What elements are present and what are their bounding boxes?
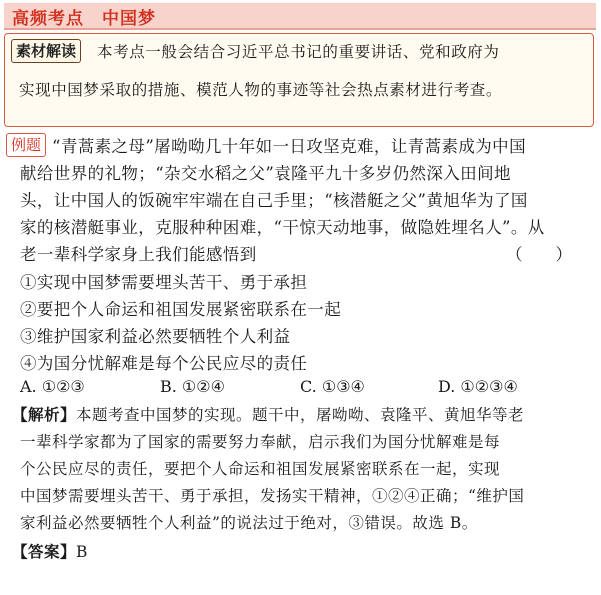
analysis-text-1: 本题考查中国梦的实现。题干中，屠呦呦、袁隆平、黄旭华等老 [76, 406, 525, 424]
analysis-line-1 [12, 403, 524, 425]
stem-line-4: 家的核潜艇事业，克服种种困难，“干惊天动地事，做隐姓埋名人”。从 [20, 218, 545, 237]
section-header [0, 0, 601, 30]
answer-blank: （ ） [506, 245, 572, 264]
header-topic: 中国梦 [102, 9, 156, 29]
choice-d: D. ①②③④ [438, 377, 518, 396]
analysis-line-5: 家利益必然要牺牲个人利益”的说法过于绝对，③错误。故选 B。 [20, 514, 478, 532]
statement-1: ①实现中国梦需要埋头苦干、勇于承担 [20, 273, 308, 292]
answer-line [12, 540, 88, 562]
choice-b: B. ①②④ [160, 377, 225, 396]
analysis-label: 【解析】 [12, 406, 77, 424]
analysis-line-2: 一辈科学家都为了国家的需要努力奉献，启示我们为国分忧解难是每 [20, 433, 501, 451]
header-label: 高频考点 [12, 9, 84, 29]
statement-2: ②要把个人命运和祖国发展紧密联系在一起 [20, 300, 342, 319]
answer-label: 【答案】 [12, 543, 77, 561]
answer-value: B [76, 543, 88, 561]
source-line-2: 实现中国梦采取的措施、模范人物的事迹等社会热点素材进行考查。 [19, 81, 503, 99]
source-line-1: 本考点一般会结合习近平总书记的重要讲话、党和政府为 [97, 43, 500, 61]
stem-line-5: 老一辈科学家身上我们能感悟到 [20, 245, 257, 264]
source-tag: 素材解读 [11, 39, 81, 63]
source-material-box [4, 33, 594, 127]
analysis-line-4: 中国梦需要埋头苦干、勇于承担，发扬实干精神，①②④正确；“维护国 [20, 487, 525, 505]
statement-3: ③维护国家利益必然要牺牲个人利益 [20, 327, 291, 346]
analysis-line-3: 个公民应尽的责任，要把个人命运和祖国发展紧密联系在一起，实现 [20, 460, 501, 478]
header-title [12, 4, 156, 29]
statement-4: ④为国分忧解难是每个公民应尽的责任 [20, 354, 308, 373]
stem-line-1: “青蒿素之母”屠呦呦几十年如一日攻坚克难，让青蒿素成为中国 [52, 137, 526, 156]
choice-c: C. ①③④ [300, 377, 365, 396]
choice-a: A. ①②③ [20, 377, 85, 396]
stem-line-2: 献给世界的礼物；“杂交水稻之父”袁隆平九十多岁仍然深入田间地 [20, 164, 511, 183]
stem-line-3: 头，让中国人的饭碗牢牢端在自己手里；“核潜艇之父”黄旭华为了国 [20, 191, 528, 210]
example-tag: 例题 [6, 133, 46, 157]
